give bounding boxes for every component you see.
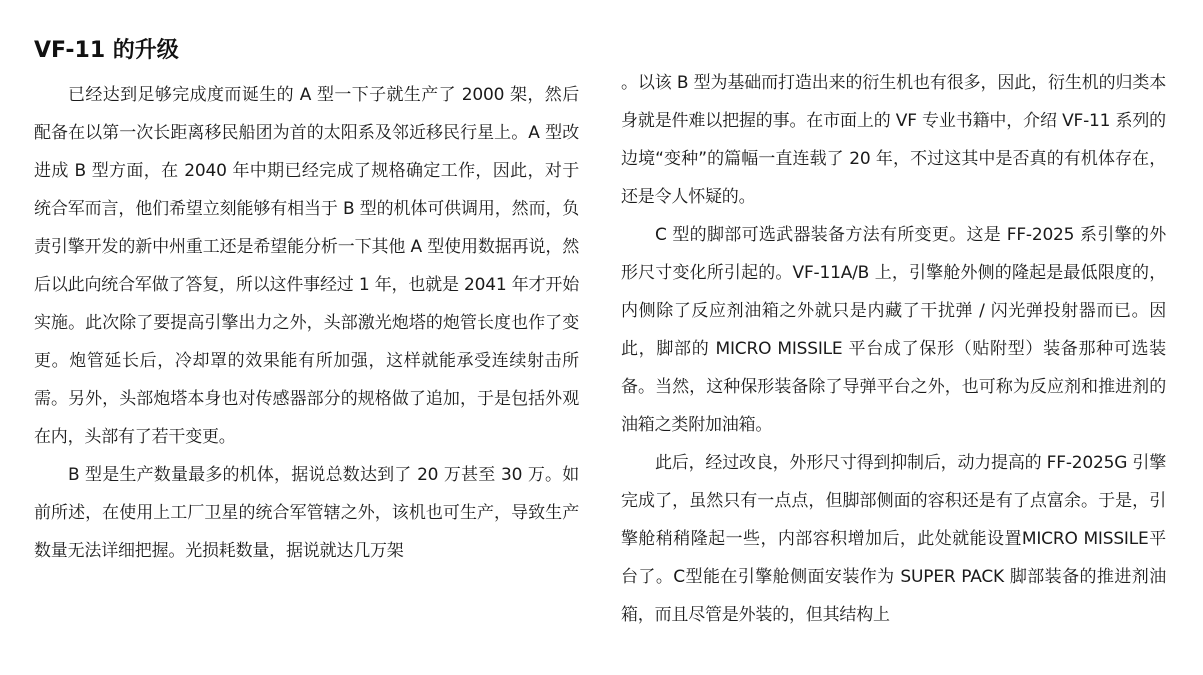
paragraph: C 型的脚部可选武器装备方法有所变更。这是 FF-2025 系引擎的外形尺寸变化所引起的。VF-11A/B 上，引擎舱外侧的隆起是最低限度的，内侧除了反应剂油箱之外就只是内藏了干扰弹 / 闪光弹投射器而已。因此，脚部的 MICRO MISSILE 平台成了保形（贴附型）装备那种可选装备。当然，这种保形装备除了导弹平台之外，也可称为反应剂和推进剂的油箱之类附加油箱。 [621,225,1166,435]
paragraph: 已经达到足够完成度而诞生的 A 型一下子就生产了 2000 架，然后配备在以第一次长距离移民船团为首的太阳系及邻近移民行星上。A 型改进成 B 型方面，在 2040 年中期已经完成了规格确定工作，因此，对于统合军而言，他们希望立刻能够有相当于 B 型的机体可供调用，然而，负责引擎开发的新中州重工还是希望能分析一下其他 A 型使用数据再说，然后以此向统合军做了答复，所以这件事经过 1 年，也就是 2041 年才开始实施。此次除了要提高引擎出力之外，头部激光炮塔的炮管长度也作了变更。炮管延长后，冷却罩的效果能有所加强，这样就能承受连续射击所需。另外，头部炮塔本身也对传感器部分的规格做了追加，于是包括外观在内，头部有了若干变更。 [34,85,579,447]
right-column [621,64,1166,634]
left-column [34,76,579,570]
paragraph: 。以该 B 型为基础而打造出来的衍生机也有很多，因此，衍生机的归类本身就是件难以把握的事。在市面上的 VF 专业书籍中，介绍 VF-11 系列的边境“变种”的篇幅一直连载了 20 年，不过这其中是否真的有机体存在，还是令人怀疑的。 [621,73,1166,207]
paragraph: B 型是生产数量最多的机体，据说总数达到了 20 万甚至 30 万。如前所述，在使用上工厂卫星的统合军管辖之外，该机也可生产，导致生产数量无法详细把握。光损耗数量，据说就达几万架 [34,465,579,561]
paragraph: 此后，经过改良，外形尺寸得到抑制后，动力提高的 FF-2025G 引擎完成了，虽然只有一点点，但脚部侧面的容积还是有了点富余。于是，引擎舱稍稍隆起一些，内部容积增加后，此处就能设置MICRO MISSILE平台了。C型能在引擎舱侧面安装作为 SUPER PACK 脚部装备的推进剂油箱，而且尽管是外装的，但其结构上 [621,453,1166,625]
page-title: VF-11 的升级 [34,38,179,63]
